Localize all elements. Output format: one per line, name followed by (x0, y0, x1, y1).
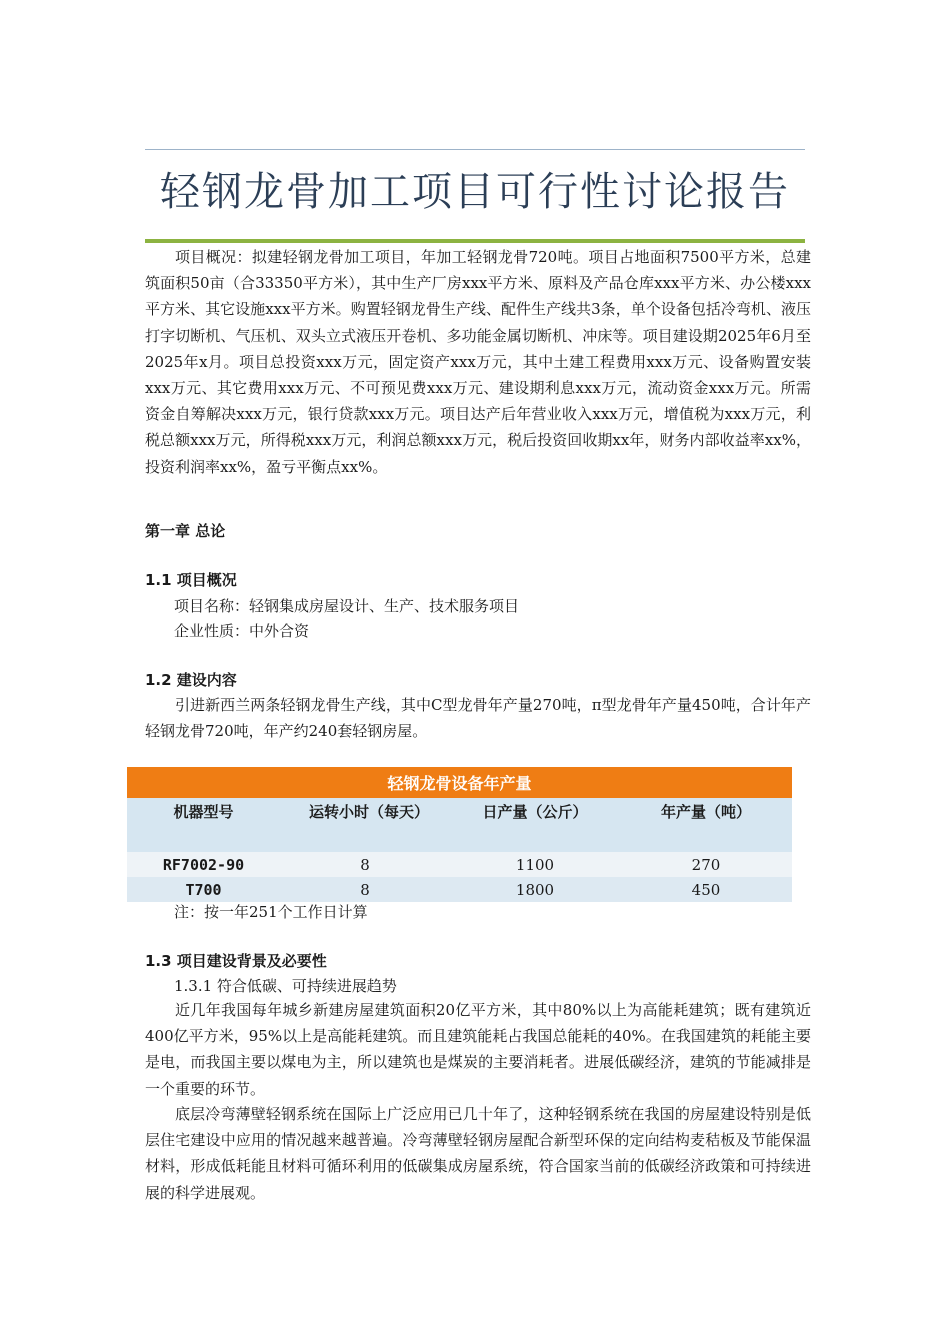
table-cell: T700 (127, 877, 280, 902)
table-header-cell: 运转小时（每天） (280, 798, 450, 852)
table-row (127, 852, 792, 877)
table-cell: 1100 (450, 852, 620, 877)
table-header-row (127, 798, 792, 852)
background-paragraph-2: 底层冷弯薄壁轻钢系统在国际上广泛应用已几十年了，这种轻钢系统在我国的房屋建设特别是低层住宅建设中应用的情况越来越普遍。冷弯薄壁轻钢房屋配合新型环保的定向结构麦秸板及节能保温材料，形成低耗能且材料可循环利用的低碳集成房屋系统，符合国家当前的低碳经济政策和可持续进展的科学进展观。 (145, 1105, 811, 1202)
equipment-output-table (127, 767, 792, 902)
section-heading-1-1: 1.1 项目概况 (145, 571, 237, 589)
table-cell: RF7002-90 (127, 852, 280, 877)
table-header-cell: 机器型号 (127, 798, 280, 852)
title-underline (145, 239, 805, 243)
subsection-heading-1-3-1: 1.3.1 符合低碳、可持续进展趋势 (174, 977, 397, 995)
table-cell: 270 (620, 852, 792, 877)
enterprise-nature-line: 企业性质：中外合资 (174, 622, 310, 640)
section-heading-1-2: 1.2 建设内容 (145, 671, 237, 689)
document-title: 轻钢龙骨加工项目可行性讨论报告 (160, 169, 790, 215)
table-cell: 1800 (450, 877, 620, 902)
table-cell: 8 (280, 877, 450, 902)
table-title: 轻钢龙骨设备年产量 (127, 767, 792, 798)
table-row (127, 877, 792, 902)
project-name-line: 项目名称：轻钢集成房屋设计、生产、技术服务项目 (174, 597, 520, 615)
chapter-heading: 第一章 总论 (145, 522, 226, 540)
table-cell: 450 (620, 877, 792, 902)
background-paragraph-1: 近几年我国每年城乡新建房屋建筑面积20亿平方米，其中80%以上为高能耗建筑；既有建筑近400亿平方米，95%以上是高能耗建筑。而且建筑能耗占我国总能耗的40%。在我国建筑的耗能主要是电，而我国主要以煤电为主，所以建筑也是煤炭的主要消耗者。进展低碳经济，建筑的节能减排是一个重要的环节。 (145, 1001, 811, 1098)
table-header-cell: 日产量（公斤） (450, 798, 620, 852)
table-cell: 8 (280, 852, 450, 877)
construction-content-text: 引进新西兰两条轻钢龙骨生产线，其中C型龙骨年产量270吨，π型龙骨年产量450吨，合计年产轻钢龙骨720吨，年产约240套轻钢房屋。 (145, 696, 811, 741)
table-header-cell: 年产量（吨） (620, 798, 792, 852)
section-heading-1-3: 1.3 项目建设背景及必要性 (145, 952, 327, 970)
project-summary: 项目概况：拟建轻钢龙骨加工项目，年加工轻钢龙骨720吨。项目占地面积7500平方米，总建筑面积50亩（合33350平方米），其中生产厂房xxx平方米、原料及产品仓库xxx平方米、办公楼xxx平方米、其它设施xxx平方米。购置轻钢龙骨生产线、配件生产线共3条，单个设备包括冷弯机、液压打字切断机、气压机、双头立式液压开卷机、多功能金属切断机、冲床等。项目建设期2025年6月至2025年x月。项目总投资xxx万元，固定资产xxx万元，其中土建工程费用xxx万元、设备购置安装xxx万元、其它费用xxx万元、不可预见费xxx万元、建设期利息xxx万元，流动资金xxx万元。所需资金自筹解决xxx万元，银行贷款xxx万元。项目达产后年营业收入xxx万元，增值税为xxx万元，利税总额xxx万元，所得税xxx万元，利润总额xxx万元，税后投资回收期xx年，财务内部收益率xx%，投资利润率xx%，盈亏平衡点xx%。 (145, 248, 811, 476)
table-note: 注：按一年251个工作日计算 (174, 903, 368, 921)
top-divider (145, 149, 805, 150)
